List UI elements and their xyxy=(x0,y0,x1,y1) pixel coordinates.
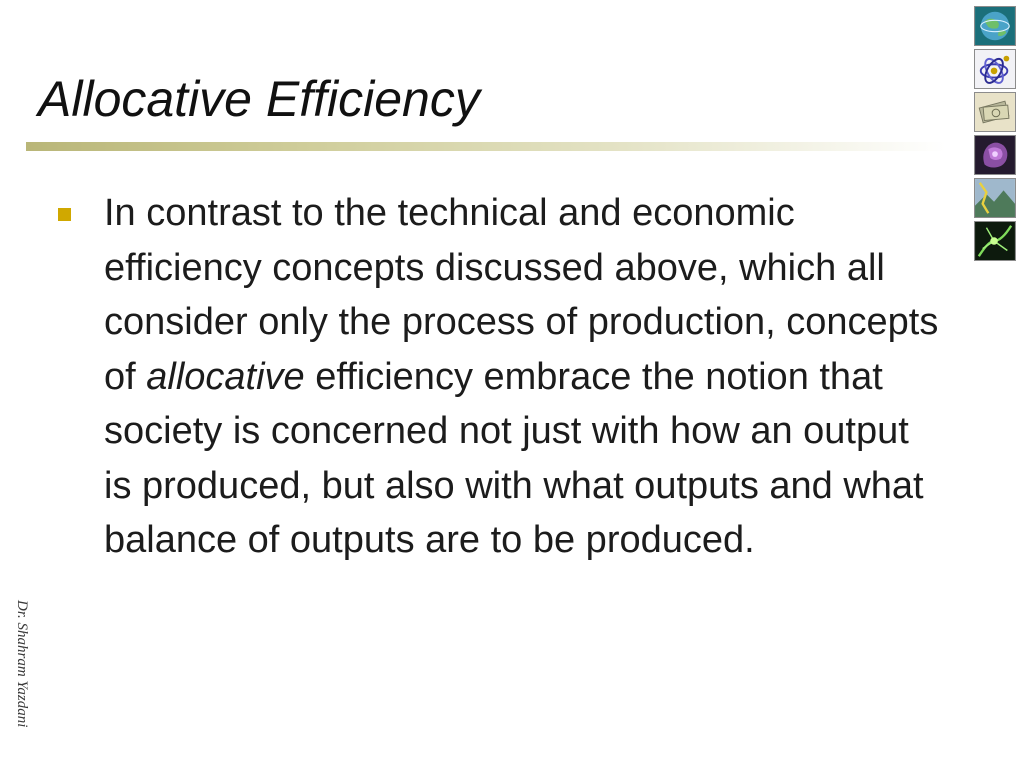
list-item xyxy=(56,186,946,568)
bullet-text-emphasis: allocative xyxy=(146,355,305,398)
author-credit: Dr. Shahram Yazdani xyxy=(14,600,30,728)
landscape-icon xyxy=(974,178,1016,218)
money-icon xyxy=(974,92,1016,132)
bullet-text-start: In contrast to the technical and economic efficiency concepts discussed above, which all consider only the process of production, concepts of xyxy=(104,192,939,398)
atom-icon xyxy=(974,49,1016,89)
title-underline xyxy=(26,142,946,151)
thumbnail-strip xyxy=(974,6,1018,264)
bullet-text-end: efficiency embrace the notion that society is concerned not just with how an output is produced, but also with what outputs and what balance of outputs are to be produced. xyxy=(104,355,924,561)
slide-title: Allocative Efficiency xyxy=(38,71,480,127)
neuron-icon xyxy=(974,221,1016,261)
globe-icon xyxy=(974,6,1016,46)
bullet-text xyxy=(104,186,946,568)
bullet-list xyxy=(56,186,946,568)
square-bullet-icon xyxy=(58,208,71,221)
brain-scan-icon xyxy=(974,135,1016,175)
